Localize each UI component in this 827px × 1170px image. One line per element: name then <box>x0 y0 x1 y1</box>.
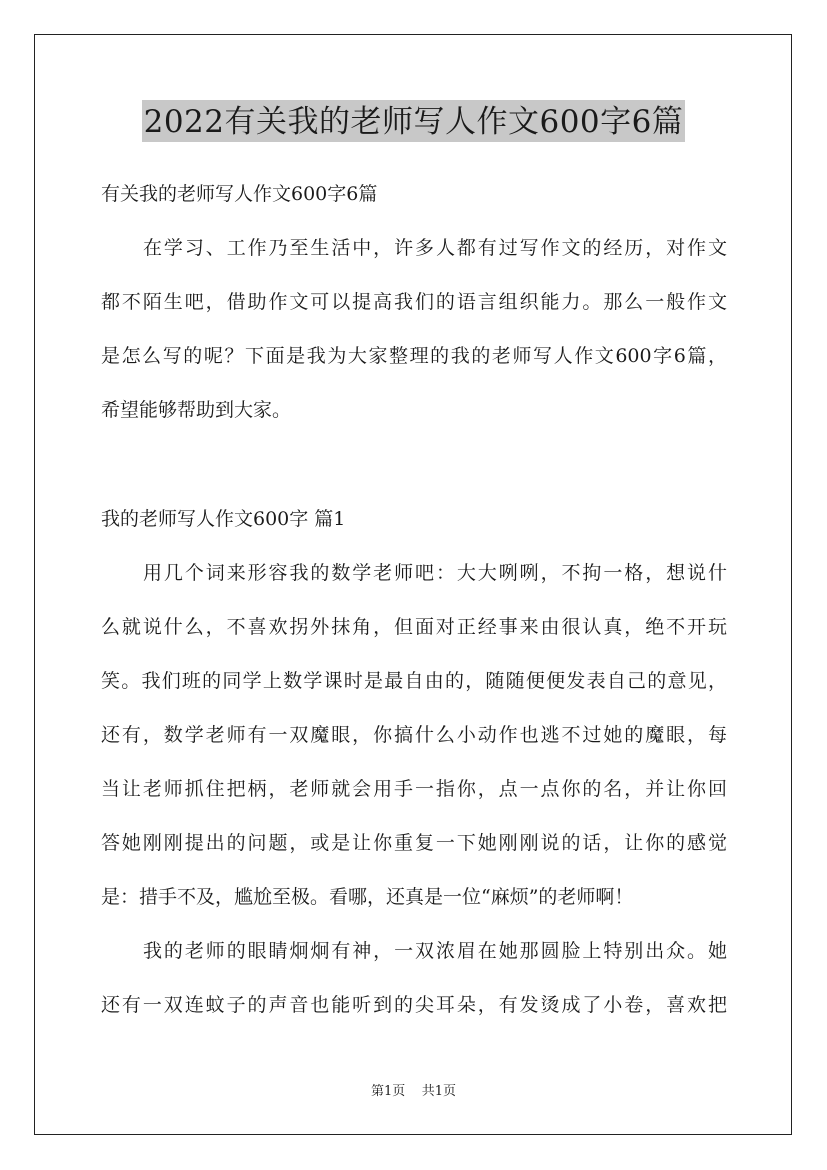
paragraph-line: 是：措手不及，尴尬至极。看哪，还真是一位“麻烦”的老师啊！ <box>101 886 634 908</box>
paragraph-line: 答她刚刚提出的问题，或是让你重复一下她刚刚说的话，让你的感觉 <box>101 832 727 854</box>
section-heading: 我的老师写人作文600字 篇1 <box>101 508 346 530</box>
paragraph-line: 当让老师抓住把柄，老师就会用手一指你，点一点你的名，并让你回 <box>101 778 727 800</box>
page-number: 第1页 <box>370 1084 406 1099</box>
title-container <box>0 100 827 142</box>
document-subtitle: 有关我的老师写人作文600字6篇 <box>101 183 378 205</box>
paragraph-line: 我的老师的眼睛炯炯有神，一双浓眉在她那圆脸上特别出众。她 <box>143 940 727 962</box>
page-total: 共1页 <box>421 1084 457 1099</box>
paragraph-line: 么就说什么，不喜欢拐外抹角，但面对正经事来由很认真，绝不开玩 <box>101 616 727 638</box>
paragraph-line: 还有，数学老师有一双魔眼，你搞什么小动作也逃不过她的魔眼，每 <box>101 724 727 746</box>
paragraph-line: 笑。我们班的同学上数学课时是最自由的，随随便便发表自己的意见， <box>101 670 727 692</box>
page-footer <box>0 1084 827 1100</box>
intro-line: 希望能够帮助到大家。 <box>101 399 292 421</box>
intro-line: 在学习、工作乃至生活中，许多人都有过写作文的经历，对作文 <box>143 237 727 259</box>
paragraph-line: 还有一双连蚊子的声音也能听到的尖耳朵，有发烫成了小卷，喜欢把 <box>101 994 727 1016</box>
document-title: 2022有关我的老师写人作文600字6篇 <box>142 100 686 142</box>
intro-line: 都不陌生吧，借助作文可以提高我们的语言组织能力。那么一般作文 <box>101 291 727 313</box>
intro-line: 是怎么写的呢？下面是我为大家整理的我的老师写人作文600字6篇， <box>101 345 727 367</box>
paragraph-line: 用几个词来形容我的数学老师吧：大大咧咧，不拘一格，想说什 <box>143 562 727 584</box>
